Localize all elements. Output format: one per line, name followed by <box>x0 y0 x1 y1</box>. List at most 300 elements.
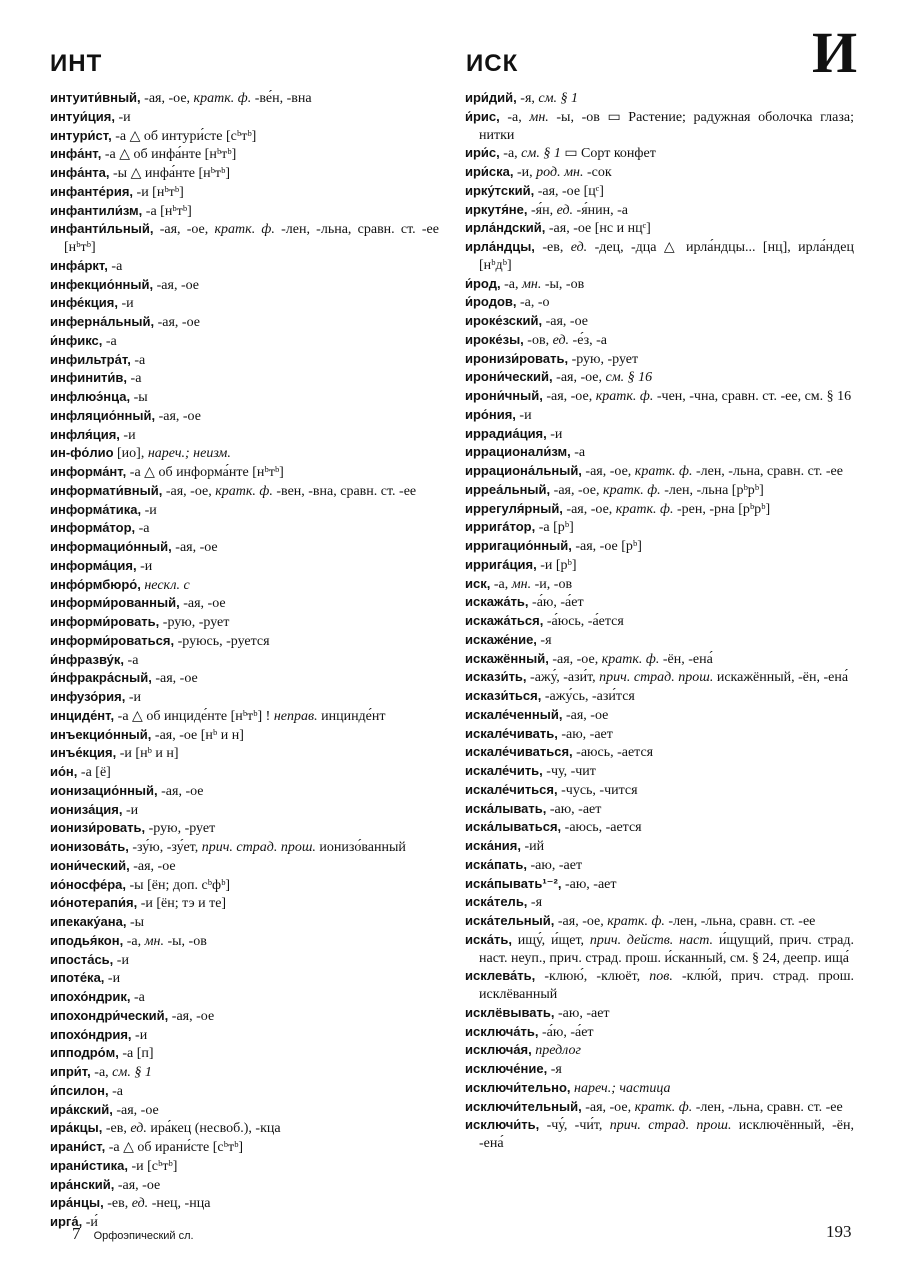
entry-forms: -ая, -ое <box>112 1102 159 1118</box>
entry-headword: ирреа́льный, <box>465 481 551 497</box>
entry-headword: ирга́, <box>50 1214 83 1229</box>
entry-headword: ирригáтор, <box>465 519 536 535</box>
entry-forms: -рую, -рует <box>159 615 230 630</box>
dictionary-entry <box>50 164 439 183</box>
entry-grammar-note: нареч.; частица <box>574 1080 671 1096</box>
entry-grammar-note: мн. <box>511 576 532 592</box>
dictionary-entry <box>50 202 439 221</box>
entry-forms-tail: -ве́н, -вна <box>251 91 312 106</box>
dictionary-entry <box>50 220 439 257</box>
entry-forms: -ая, -ое, <box>562 501 616 517</box>
entry-forms: -ажу́сь, -ази́тся <box>541 689 635 704</box>
dictionary-entry <box>465 800 854 819</box>
running-head-right: ИСК <box>466 50 519 77</box>
entry-grammar-note: нескл. с <box>144 577 190 593</box>
entry-forms: -ая, -ое <box>129 858 176 874</box>
dictionary-entry <box>50 801 439 820</box>
entry-grammar-note: кратк. ф. <box>214 222 275 238</box>
dictionary-entry <box>465 706 854 725</box>
entry-forms: -а [рᵇ] <box>535 520 574 536</box>
dictionary-entry <box>465 668 854 687</box>
entry-headword: инфанте́рия, <box>50 183 134 199</box>
entry-forms: -а [нᵇтᵇ] <box>142 203 192 219</box>
entry-headword: ирани́стика, <box>50 1157 128 1173</box>
dictionary-entry <box>465 462 854 481</box>
dictionary-entry <box>50 557 439 576</box>
dictionary-entry <box>50 127 439 146</box>
running-head-left: ИНТ <box>50 50 103 77</box>
entry-forms: -а △ об информа́нте [нᵇтᵇ] <box>126 465 284 480</box>
entry-headword: интури́ст, <box>50 127 112 143</box>
dictionary-entry <box>465 1116 854 1153</box>
entry-forms-tail: -ы, -ов <box>541 276 585 292</box>
dictionary-entry <box>50 632 439 651</box>
entry-headword: иподья́кон, <box>50 932 124 948</box>
dictionary-entry <box>465 1060 854 1079</box>
entry-headword: иска́пать, <box>465 856 528 872</box>
entry-headword: информа́ция, <box>50 557 137 573</box>
entry-forms: -ий <box>521 839 545 854</box>
entry-forms: -ая, -ое [нᵇ и н] <box>151 727 244 743</box>
entry-headword: исключе́ние, <box>465 1061 548 1076</box>
entry-forms: -ая, -ое, <box>581 1099 635 1115</box>
entry-forms: -а [ё] <box>77 765 111 780</box>
entry-forms: -а, <box>500 276 522 292</box>
entry-forms: -и [нᵇ и н] <box>116 746 179 762</box>
dictionary-entry <box>50 519 439 538</box>
dictionary-entry <box>465 312 854 331</box>
entry-forms-tail: ▭ Сорт конфет <box>560 146 656 162</box>
entry-headword: и́рис, <box>465 108 500 124</box>
entry-grammar-note: см. § 1 <box>112 1065 152 1080</box>
entry-forms: -а, <box>499 109 530 125</box>
entry-forms: -ев, <box>103 1196 132 1212</box>
dictionary-entry <box>465 238 854 275</box>
entry-headword: инфо́рмбюро́, <box>50 576 141 592</box>
entry-forms: -а, <box>90 1065 113 1080</box>
dictionary-entry <box>465 1041 854 1060</box>
entry-grammar-note: ед. <box>130 1121 147 1137</box>
entry-headword: иррационали́зм, <box>465 444 571 460</box>
entry-headword: инфе́кция, <box>50 295 118 311</box>
entry-forms: -ая, -ое, <box>550 482 604 498</box>
entry-headword: инферна́льный, <box>50 314 155 329</box>
dictionary-entry <box>50 482 439 501</box>
entry-grammar-note: кратк. ф. <box>607 914 665 929</box>
entry-forms: -а <box>130 352 146 368</box>
entry-forms: -а, <box>123 933 145 949</box>
entry-forms: -и <box>104 971 121 987</box>
dictionary-entry <box>50 988 439 1007</box>
dictionary-entry <box>465 612 854 631</box>
entry-forms: -я, <box>516 91 539 106</box>
entry-headword: информа́нт, <box>50 464 127 479</box>
dictionary-entry <box>465 593 854 612</box>
entry-grammar-note: см. § 1 <box>521 146 561 162</box>
entry-headword: ионизи́ровать, <box>50 820 146 836</box>
entry-forms: -и <box>113 952 129 968</box>
dictionary-entry <box>465 875 854 894</box>
entry-forms: -чусь, -чится <box>557 782 638 798</box>
dictionary-entry <box>50 538 439 557</box>
entry-forms: -я <box>527 895 543 911</box>
entry-headword: искале́чивать, <box>465 725 558 741</box>
entry-forms: -аюсь, -ается <box>572 745 654 761</box>
entry-forms-tail: -ы, -ов ▭ Растение; радужная оболочка глаза; нитки <box>479 109 854 143</box>
dictionary-entry <box>465 781 854 800</box>
entry-grammar-note: нареч.; неизм. <box>147 446 231 462</box>
dictionary-entry <box>465 163 854 182</box>
entry-forms: -ая, -ое <box>154 315 200 330</box>
dictionary-entry <box>465 931 854 968</box>
entry-forms: -ы △ инфа́нте [нᵇтᵇ] <box>109 166 231 181</box>
entry-headword: ипри́т, <box>50 1064 91 1079</box>
entry-forms-tail: -вен, -вна, сравн. ст. -ее <box>272 483 417 499</box>
entry-headword: ира́кский, <box>50 1101 113 1117</box>
printer-signature <box>72 1224 194 1244</box>
entry-headword: ира́нцы, <box>50 1195 104 1211</box>
entry-headword: ири́дий, <box>465 90 517 105</box>
dictionary-entry <box>50 932 439 951</box>
entry-forms: -а <box>124 652 139 668</box>
entry-forms: -аюсь, -ается <box>561 820 642 836</box>
entry-forms-tail: -клю́й, прич. страд. прош. исклёванный <box>479 969 854 1002</box>
entry-headword: инфа́нт, <box>50 146 102 162</box>
entry-forms-tail: -ён, -ена́ <box>659 651 713 667</box>
entry-forms: -и́ <box>82 1215 98 1230</box>
dictionary-entry <box>50 369 439 388</box>
entry-forms: -ая, -ое [рᵇ] <box>571 539 642 554</box>
entry-forms: -ая, -ое, <box>153 222 215 238</box>
dictionary-entry <box>50 726 439 745</box>
entry-forms: -ая, -ое <box>171 540 218 555</box>
entry-headword: информацио́нный, <box>50 539 172 554</box>
left-column <box>50 89 439 1232</box>
dictionary-entry <box>465 856 854 875</box>
entry-headword: инфля́ция, <box>50 426 120 442</box>
entry-headword: ипоте́ка, <box>50 970 105 986</box>
entry-forms: -ая, -ое <box>153 277 199 293</box>
entry-forms: -ая, -ое, <box>548 651 602 667</box>
entry-headword: исклёвывать, <box>465 1004 555 1020</box>
dictionary-entry <box>50 951 439 970</box>
dictionary-entry <box>50 1026 439 1045</box>
entry-headword: искажённый, <box>465 650 549 666</box>
right-column <box>465 89 854 1153</box>
dictionary-entry <box>50 183 439 202</box>
entry-forms: -чу, -чит <box>542 764 596 779</box>
entry-forms-tail: искажённый, -ён, -ена́ <box>713 670 849 686</box>
entry-forms-tail: -лен, -льна, сравн. ст. -ее <box>664 914 816 929</box>
dictionary-entry <box>465 1079 854 1098</box>
entry-headword: инфанти́льный, <box>50 221 154 237</box>
dictionary-entry <box>465 293 854 312</box>
entry-forms: -ая, -ое, <box>162 483 216 499</box>
entry-headword: ио́носфе́ра, <box>50 876 127 892</box>
entry-headword: ири́с, <box>465 145 500 161</box>
entry-headword: информати́вный, <box>50 482 163 498</box>
entry-headword: информи́ровать, <box>50 614 160 629</box>
entry-headword: иска́пывать¹⁻², <box>465 875 562 891</box>
entry-forms: -а △ об инциде́нте [нᵇтᵇ] ! <box>114 708 274 724</box>
entry-headword: инъекцио́нный, <box>50 726 152 742</box>
dictionary-entry <box>50 1063 439 1082</box>
entry-forms: -и [ён; тэ и те] <box>137 896 227 912</box>
entry-headword: исключа́я, <box>465 1042 532 1058</box>
entry-forms: -зу́ю, -зу́ет, <box>128 840 202 855</box>
entry-forms: -а <box>130 990 145 1005</box>
entry-forms-tail: -нец, -нца <box>148 1196 211 1212</box>
entry-forms: -я <box>547 1062 562 1077</box>
entry-forms: -ая, -ое, <box>552 370 606 386</box>
dictionary-entry <box>465 556 854 575</box>
dictionary-entry <box>50 707 439 726</box>
entry-headword: ипподро́м, <box>50 1045 119 1061</box>
entry-forms: -аю, -ает <box>554 1005 610 1021</box>
entry-forms-tail: -е́з, -а <box>569 332 607 348</box>
entry-forms: -и <box>114 109 131 125</box>
dictionary-entry <box>50 857 439 876</box>
entry-headword: ира́кцы, <box>50 1120 103 1136</box>
dictionary-entry <box>50 444 439 463</box>
dictionary-entry <box>465 575 854 594</box>
entry-headword: ирони́чный, <box>465 388 543 403</box>
entry-forms: -и <box>117 296 134 312</box>
dictionary-entry <box>50 145 439 164</box>
entry-grammar-note: см. § 16 <box>605 370 653 386</box>
entry-headword: искажа́ть, <box>465 594 529 610</box>
entry-forms-tail: ионизо́ванный <box>315 840 406 855</box>
dictionary-entry <box>50 819 439 838</box>
dictionary-entry <box>50 1157 439 1176</box>
entry-headword: исключи́тельно, <box>465 1079 571 1095</box>
entry-headword: ирони́ческий, <box>465 369 553 385</box>
entry-headword: иронизи́ровать, <box>465 350 569 366</box>
entry-forms: -а <box>570 445 586 461</box>
dictionary-entry <box>50 351 439 370</box>
entry-forms: -ая, -ое <box>114 1177 161 1193</box>
dictionary-entry <box>50 388 439 407</box>
dictionary-entry <box>50 313 439 332</box>
entry-headword: ири́ска, <box>465 164 514 179</box>
entry-grammar-note: ед. <box>570 240 588 255</box>
entry-forms: -а <box>108 1083 123 1099</box>
entry-forms: -ая, -ое <box>168 1008 215 1024</box>
entry-headword: иркутя́не, <box>465 201 528 217</box>
entry-headword: ио́нотерапи́я, <box>50 895 138 911</box>
dictionary-entry <box>50 294 439 313</box>
entry-headword: интуити́вный, <box>50 90 141 105</box>
entry-headword: искази́ться, <box>465 688 542 703</box>
entry-forms: -ая, -ое [цᶜ] <box>534 183 604 199</box>
dictionary-entry <box>50 1101 439 1120</box>
dictionary-entry <box>50 913 439 932</box>
section-letter: И <box>812 20 858 85</box>
entry-forms-tail: инцинде́нт <box>317 708 386 724</box>
dictionary-entry <box>50 407 439 426</box>
entry-forms: -и [рᵇ] <box>536 557 577 573</box>
dictionary-entry <box>465 762 854 781</box>
entry-headword: искази́ть, <box>465 669 527 685</box>
entry-headword: иска́тель, <box>465 894 528 910</box>
entry-forms-tail: -лен, -льна, сравн. ст. -ее <box>692 464 843 479</box>
entry-forms: -а, <box>490 576 512 592</box>
dictionary-entry <box>465 631 854 650</box>
dictionary-entry <box>465 144 854 163</box>
entry-grammar-note: неправ. <box>273 708 318 724</box>
entry-headword: инъе́кция, <box>50 745 117 761</box>
dictionary-entry <box>50 108 439 127</box>
entry-headword: исключа́ть, <box>465 1023 539 1039</box>
entry-headword: ирла́ндский, <box>465 220 546 236</box>
entry-forms-tail: -и, -ов <box>531 576 573 592</box>
dictionary-entry <box>50 1082 439 1101</box>
entry-headword: и́нфракра́сный, <box>50 670 152 686</box>
entry-forms: -и <box>131 1027 148 1043</box>
entry-headword: ирригацио́нный, <box>465 538 572 553</box>
entry-headword: искале́чить, <box>465 763 543 778</box>
entry-headword: и́псилон, <box>50 1082 109 1098</box>
entry-forms: -а <box>135 521 150 537</box>
entry-forms: -а́юсь, -а́ется <box>543 614 624 629</box>
dictionary-entry <box>465 481 854 500</box>
dictionary-entry <box>50 594 439 613</box>
dictionary-entry <box>50 669 439 688</box>
dictionary-entry <box>465 518 854 537</box>
entry-forms: -ая, -ое <box>562 707 609 723</box>
dictionary-entry <box>50 1044 439 1063</box>
dictionary-entry <box>465 331 854 350</box>
dictionary-entry <box>50 688 439 707</box>
entry-headword: информи́рованный, <box>50 595 180 611</box>
entry-headword: ин-фо́лио <box>50 445 114 461</box>
entry-headword: иони́ческий, <box>50 857 130 873</box>
dictionary-entry <box>465 275 854 294</box>
dictionary-entry <box>50 763 439 782</box>
entry-forms: -а́ю, -а́ет <box>528 595 584 611</box>
entry-forms-tail: -я́нин, -а <box>573 202 628 218</box>
entry-headword: и́родов, <box>465 294 517 310</box>
dictionary-entry <box>465 182 854 201</box>
entry-headword: инфа́ркт, <box>50 257 108 273</box>
entry-headword: иррадиа́ция, <box>465 425 547 441</box>
page-number: 193 <box>826 1222 852 1241</box>
entry-forms: -клюю́, -клюёт, <box>535 969 650 985</box>
entry-headword: инфа́нта, <box>50 165 110 180</box>
entry-grammar-note: род. мн. <box>536 165 584 180</box>
entry-forms-tail: -рен, -рна [рᵇрᵇ] <box>673 501 771 517</box>
dictionary-entry <box>465 425 854 444</box>
entry-headword: искале́чиваться, <box>465 744 573 760</box>
entry-headword: искаже́ние, <box>465 631 537 647</box>
entry-forms: -я́н, <box>527 202 557 218</box>
entry-headword: иска́тельный, <box>465 913 555 928</box>
entry-forms: -а <box>107 258 123 274</box>
entry-forms: -ов, <box>523 332 553 348</box>
entry-forms: -ая, -ое, <box>554 914 608 929</box>
entry-forms-tail: -лен, -льна, сравн. ст. -ее [нᵇтᵇ] <box>64 222 439 255</box>
entry-grammar-note: кратк. ф. <box>595 389 654 404</box>
entry-headword: информи́роваться, <box>50 632 175 648</box>
entry-forms: -ая, -ое <box>151 671 198 687</box>
entry-headword: ипохо́ндрия, <box>50 1026 132 1042</box>
entry-headword: ионизацио́нный, <box>50 782 158 798</box>
entry-forms: -ы <box>126 915 145 930</box>
entry-grammar-note: ед. <box>556 202 574 218</box>
entry-headword: ирла́ндцы, <box>465 239 535 254</box>
signature-number: 7 <box>72 1224 81 1243</box>
dictionary-entry <box>50 257 439 276</box>
dictionary-entry <box>50 426 439 445</box>
dictionary-entry <box>50 89 439 108</box>
entry-forms: -и <box>141 502 157 518</box>
dictionary-entry <box>465 837 854 856</box>
entry-headword: ирани́ст, <box>50 1139 106 1154</box>
entry-grammar-note: ед. <box>131 1196 149 1212</box>
dictionary-entry <box>50 876 439 895</box>
entry-grammar-note: прич. страд. прош. <box>609 1118 732 1134</box>
entry-forms-tail: -ы, -ов <box>163 933 207 949</box>
entry-forms: -и <box>136 558 153 574</box>
entry-forms: -я <box>536 632 552 648</box>
entry-forms: -аю, -ает <box>546 801 602 817</box>
dictionary-entry <box>50 651 439 670</box>
entry-headword: ирригáция, <box>465 556 537 572</box>
entry-grammar-note: пов. <box>649 969 673 985</box>
entry-forms: -а, <box>499 146 522 162</box>
entry-headword: ипохо́ндрик, <box>50 989 131 1004</box>
entry-headword: исключи́ть, <box>465 1117 540 1133</box>
entry-grammar-note: кратк. ф. <box>603 482 661 498</box>
dictionary-entry <box>465 687 854 706</box>
entry-headword: и́нфикс, <box>50 332 103 348</box>
dictionary-entry <box>50 276 439 295</box>
entry-headword: иррациона́льный, <box>465 463 582 478</box>
entry-headword: иска́лывать, <box>465 800 547 816</box>
entry-headword: иска́лываться, <box>465 819 562 835</box>
entry-forms: -ая, -ое, <box>140 91 194 106</box>
entry-forms: -а <box>127 371 142 387</box>
entry-forms: -ев, <box>534 240 571 255</box>
entry-headword: ипоста́сь, <box>50 951 114 967</box>
entry-forms-tail: ира́кец (несвоб.), -кца <box>146 1121 281 1137</box>
dictionary-entry <box>50 332 439 351</box>
entry-forms: -а △ об ирани́сте [сᵇтᵇ] <box>105 1140 244 1155</box>
dictionary-entry <box>50 1007 439 1026</box>
entry-headword: инфантили́зм, <box>50 202 143 218</box>
entry-forms: -чу́, -чи́т, <box>539 1118 610 1134</box>
dictionary-entry <box>465 387 854 406</box>
dictionary-entry <box>50 463 439 482</box>
entry-headword: инциде́нт, <box>50 707 115 723</box>
entry-forms: -а́ю, -а́ет <box>538 1024 594 1040</box>
entry-grammar-note: прич. страд. прош. <box>599 670 714 686</box>
entry-headword: информа́тика, <box>50 501 142 517</box>
entry-forms-tail: -лен, -льна, сравн. ст. -ее <box>692 1099 843 1115</box>
dictionary-entry <box>465 219 854 238</box>
entry-forms: -ажу́, -ази́т, <box>526 670 600 686</box>
entry-forms: -и, <box>513 165 537 180</box>
entry-forms-tail: -лен, -льна [рᵇрᵇ] <box>660 482 764 498</box>
entry-headword: иро́ния, <box>465 406 516 422</box>
dictionary-entry <box>50 782 439 801</box>
dictionary-entry <box>50 613 439 632</box>
entry-forms: -а <box>102 333 117 349</box>
entry-forms: -и <box>515 407 532 423</box>
entry-forms-tail: исключённый, -ён, -ена́ <box>479 1118 854 1151</box>
dictionary-entry <box>465 743 854 762</box>
entry-forms: -ы [ён; доп. сᵇфᵇ] <box>126 877 231 893</box>
